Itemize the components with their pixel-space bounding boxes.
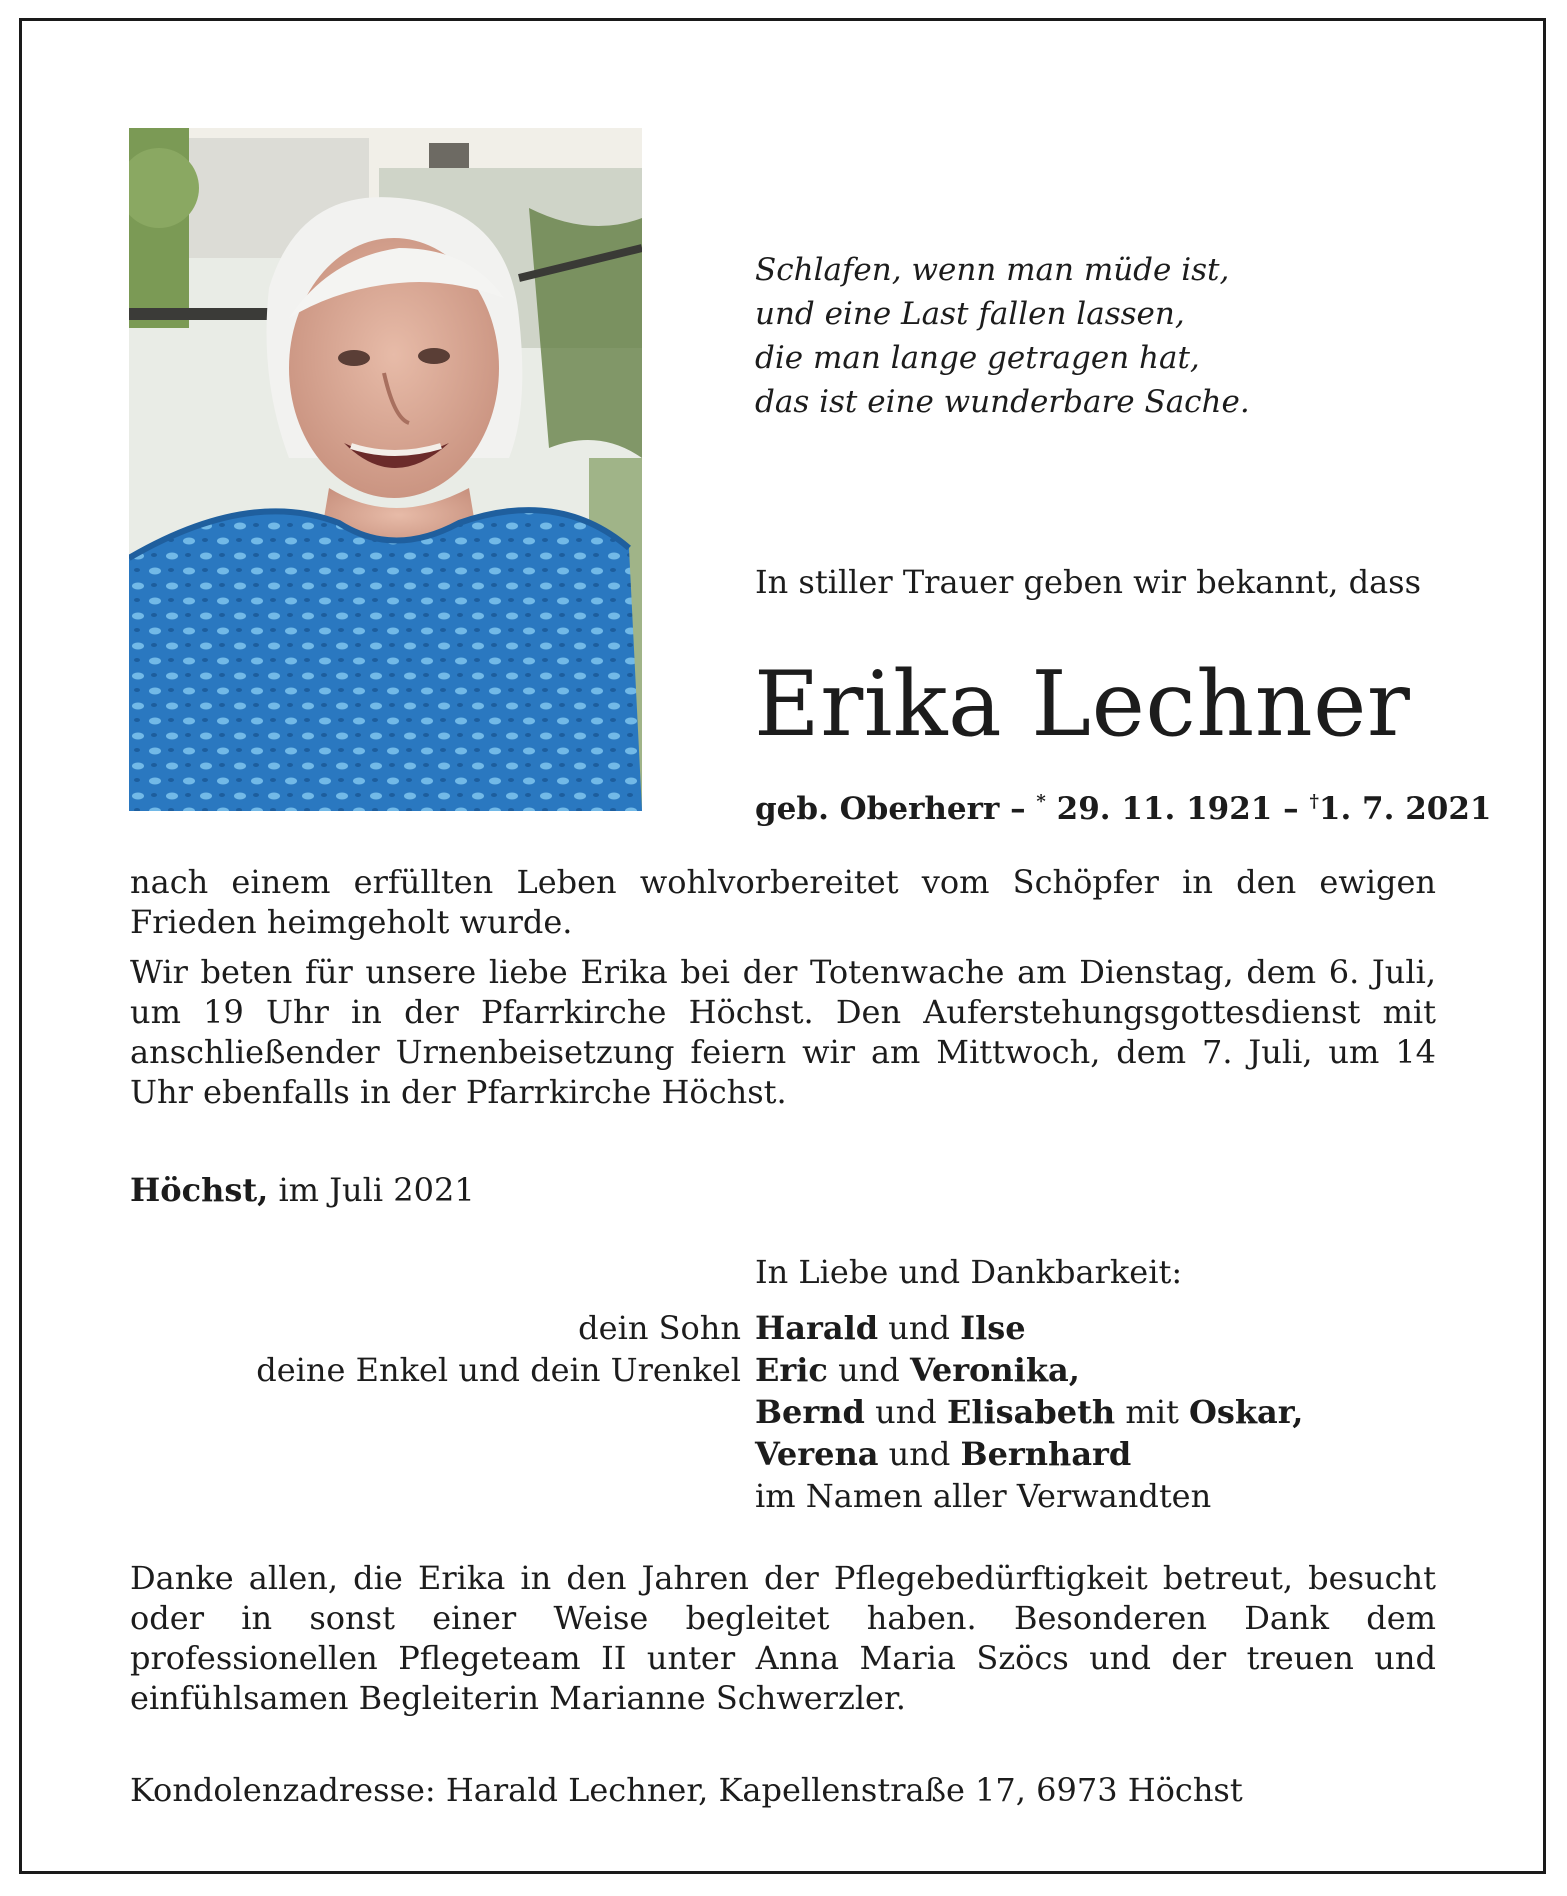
mourner-name: Oskar, — [1188, 1393, 1304, 1431]
deceased-name: Erika Lechner — [754, 652, 1411, 757]
life-dates — [755, 780, 1491, 831]
mourner-name: Eric — [755, 1351, 828, 1389]
conjunction: und — [888, 1309, 950, 1347]
death-symbol: † — [1309, 791, 1319, 812]
conjunction: mit — [1125, 1393, 1179, 1431]
mourner-name: Harald — [755, 1309, 879, 1347]
mourners-closing: im Namen aller Verwandten — [755, 1477, 1212, 1515]
thanks-paragraph — [130, 1558, 1436, 1718]
body-paragraph: Wir beten für unsere liebe Erika bei der Totenwache am Dienstag, dem 6. Juli, um 19 Uhr in der Pfarrkirche Höchst. Den Auferstehungsgottesdienst mit anschließender Urnenbeisetzung feiern wir am Mittwoch, dem 7. Juli, um 14 Uhr ebenfalls in der Pfarrkirche Höchst. — [130, 953, 1436, 1111]
announcement-body — [130, 862, 1436, 1122]
dash-separator: – — [999, 791, 1037, 827]
quote-line: die man lange getragen hat, — [755, 340, 1200, 376]
quote-line: Schlafen, wenn man müde ist, — [755, 252, 1230, 288]
maiden-name: geb. Oberherr — [755, 791, 1000, 827]
quote-line: das ist eine wunderbare Sache. — [755, 384, 1250, 420]
death-date: 1. 7. 2021 — [1318, 791, 1492, 827]
condolence-address: Kondolenzadresse: Harald Lechner, Kapellenstraße 17, 6973 Höchst — [130, 1771, 1243, 1809]
conjunction: und — [888, 1435, 951, 1473]
dash-separator: – — [1272, 791, 1310, 827]
memorial-quote — [755, 248, 1250, 424]
mourner-line — [755, 1434, 1131, 1474]
mourner-line — [755, 1392, 1303, 1432]
mourners-heading: In Liebe und Dankbarkeit: — [755, 1253, 1183, 1291]
conjunction: und — [838, 1351, 900, 1389]
mourner-line — [755, 1308, 1026, 1348]
place: Höchst, — [130, 1171, 269, 1209]
grandchildren-label: deine Enkel und dein Urenkel — [256, 1351, 741, 1389]
announcement-intro: In stiller Trauer geben wir bekannt, dass — [755, 563, 1421, 601]
mourner-name: Veronika, — [909, 1351, 1080, 1389]
conjunction: und — [875, 1393, 937, 1431]
mourner-name: Elisabeth — [946, 1393, 1116, 1431]
birth-symbol: * — [1036, 791, 1046, 812]
mourner-name: Bernd — [755, 1393, 865, 1431]
portrait-photo — [129, 128, 642, 811]
mourner-line — [755, 1350, 1080, 1390]
mourner-name: Bernhard — [960, 1435, 1132, 1473]
date: im Juli 2021 — [278, 1171, 475, 1209]
birth-date: 29. 11. 1921 — [1056, 791, 1273, 827]
son-label: dein Sohn — [578, 1309, 741, 1347]
mourner-name: Ilse — [960, 1309, 1026, 1347]
place-date — [130, 1168, 475, 1212]
quote-line: und eine Last fallen lassen, — [755, 296, 1185, 332]
thanks-text: Danke allen, die Erika in den Jahren der Pflegebedürftigkeit betreut, besucht oder in sonst einer Weise begleitet haben. Besonderen Dank dem professionellen Pflegeteam II unter Anna Maria Szöcs und der treuen und einfühlsamen Begleiterin Marianne Schwerzler. — [130, 1559, 1436, 1717]
body-paragraph: nach einem erfüllten Leben wohlvorbereitet vom Schöpfer in den ewigen Frieden heimgeholt wurde. — [130, 863, 1436, 941]
mourner-name: Verena — [755, 1435, 879, 1473]
